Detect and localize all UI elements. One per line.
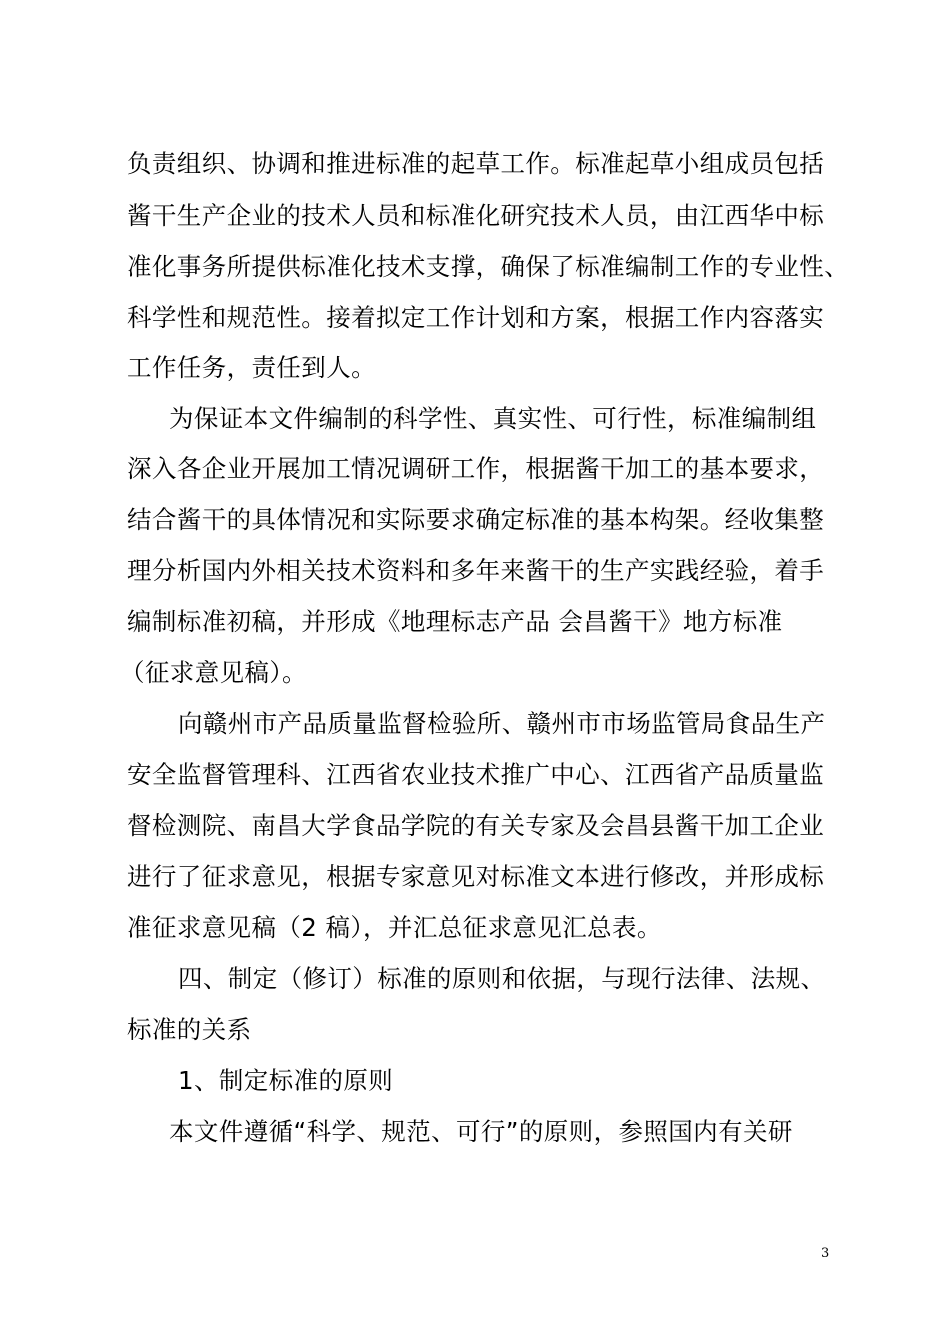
text-line: 本文件遵循“科学、规范、可行”的原则，参照国内有关研 bbox=[169, 1117, 793, 1146]
section-heading: 标准的关系 bbox=[127, 1015, 252, 1044]
text-line: （征求意见稿）。 bbox=[120, 658, 307, 687]
section-heading: 四、制定（修订）标准的原则和依据，与现行法律、法规、 bbox=[178, 964, 826, 993]
text-line: 负责组织、协调和推进标准的起草工作。标准起草小组成员包括 bbox=[127, 149, 825, 178]
text-line: 结合酱干的具体情况和实际要求确定标准的基本构架。经收集整 bbox=[127, 505, 825, 534]
text-line: 科学性和规范性。接着拟定工作计划和方案，根据工作内容落实 bbox=[127, 303, 825, 332]
text-line: 编制标准初稿，并形成《地理标志产品 会昌酱干》地方标准 bbox=[127, 607, 783, 636]
subsection-heading: 1、制定标准的原则 bbox=[178, 1066, 394, 1095]
text-line: 督检测院、南昌大学食品学院的有关专家及会昌县酱干加工企业 bbox=[127, 811, 825, 840]
text-line: 向赣州市产品质量监督检验所、赣州市市场监管局食品生产 bbox=[178, 709, 826, 738]
text-line: 理分析国内外相关技术资料和多年来酱干的生产实践经验，着手 bbox=[127, 556, 825, 585]
text-line: 工作任务，责任到人。 bbox=[127, 353, 376, 382]
text-line: 进行了征求意见，根据专家意见对标准文本进行修改，并形成标 bbox=[127, 862, 825, 891]
page-number: 3 bbox=[821, 1246, 830, 1261]
text-line: 酱干生产企业的技术人员和标准化研究技术人员，由江西华中标 bbox=[127, 201, 825, 230]
text-line: 安全监督管理科、江西省农业技术推广中心、江西省产品质量监 bbox=[127, 760, 825, 789]
text-line: 准化事务所提供标准化技术支撑，确保了标准编制工作的专业性、 bbox=[127, 252, 850, 281]
text-line: 深入各企业开展加工情况调研工作，根据酱干加工的基本要求， bbox=[127, 454, 825, 483]
text-line: 为保证本文件编制的科学性、真实性、可行性，标准编制组 bbox=[169, 404, 817, 433]
text-line: 准征求意见稿（2 稿），并汇总征求意见汇总表。 bbox=[127, 913, 662, 942]
